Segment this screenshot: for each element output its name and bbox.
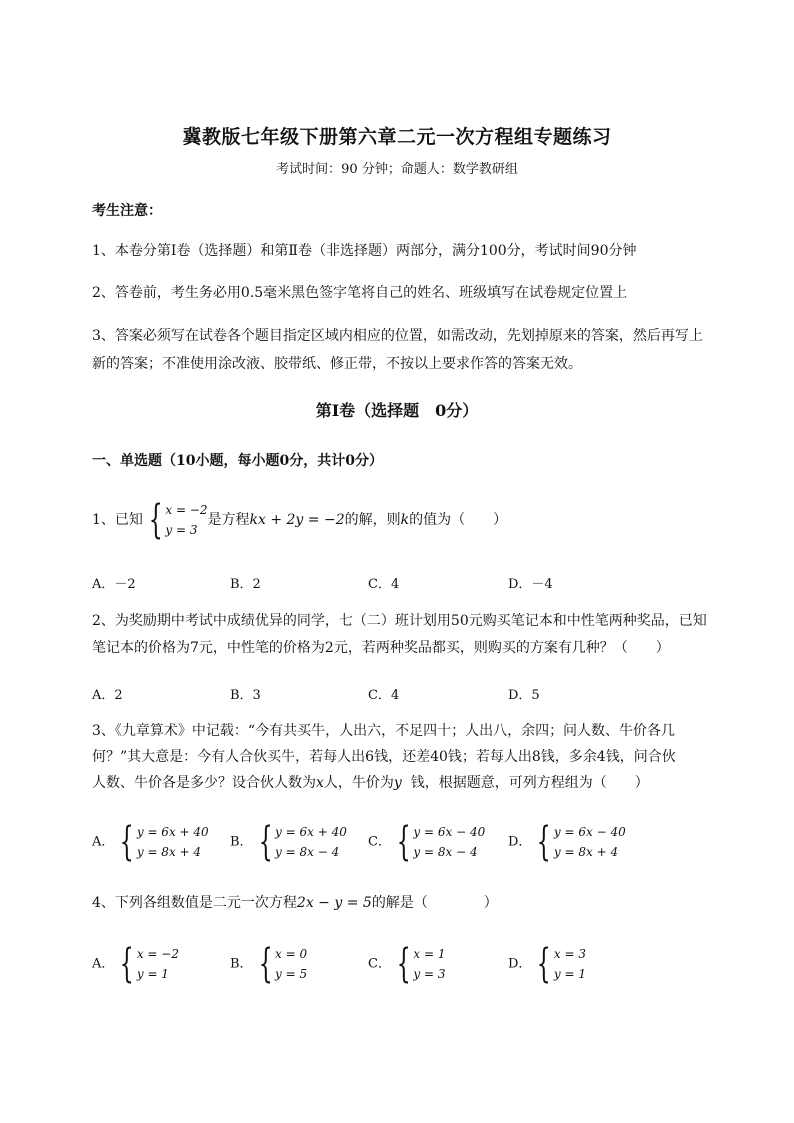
q2-option-d[interactable]: D．5 <box>508 688 540 703</box>
q3-c-eq-1: y = 6x − 40 <box>413 825 486 839</box>
q1-mid1: 是方程 <box>207 512 250 528</box>
q4-c-eq-2: y = 3 <box>413 967 446 981</box>
q4-a-eq-2: y = 1 <box>136 967 169 981</box>
page-title: 冀教版七年级下册第六章二元一次方程组专题练习 <box>182 126 612 148</box>
exam-info: 考试时间：90 分钟；命题人：数学教研组 <box>276 162 518 177</box>
q3-option-a-label: A． <box>92 834 115 850</box>
q3-a-eq-1: y = 6x + 40 <box>136 825 209 839</box>
notice-item-2: 2、答卷前，考生务必用0.5毫米黑色签字笔将自己的姓名、班级填写在试卷规定位置上 <box>92 285 628 301</box>
q1-prefix: 1、已知 <box>92 512 143 528</box>
q4-d-eq-2: y = 1 <box>553 967 586 981</box>
question-3-line-3 <box>92 768 649 798</box>
question-3-line-2: 何？”其大意是：今有人合伙买牛，若每人出6钱，还差40钱；若每人出8钱，多余4钱，问合伙 <box>92 749 676 765</box>
q4-option-c-label: C． <box>368 956 391 972</box>
q1-eq-2: y = 3 <box>165 523 198 537</box>
q3-line3-part-c: 钱，根据题意，可列方程组为（ ） <box>410 775 649 791</box>
notice-heading: 考生注意： <box>92 203 162 219</box>
q4-prefix: 4、下列各组数值是二元一次方程 <box>92 895 297 911</box>
q3-d-eq-1: y = 6x − 40 <box>553 825 626 839</box>
q3-d-eq-2: y = 8x + 4 <box>553 845 619 859</box>
q1-system: { x = −2 y = 3 <box>148 497 208 543</box>
q3-c-eq-2: y = 8x − 4 <box>413 845 478 859</box>
question-2-line-2: 笔记本的价格为7元，中性笔的价格为2元，若两种奖品都买，则购买的方案有几种？（ ） <box>92 640 670 656</box>
question-1 <box>92 497 508 543</box>
q1-suffix: 的值为（ ） <box>409 512 508 528</box>
q1-option-c[interactable]: C．4 <box>368 577 400 592</box>
q1-variable: k <box>400 512 410 528</box>
q3-variable-y: y <box>393 775 402 791</box>
q1-option-d[interactable]: D．－4 <box>508 577 553 592</box>
q3-option-d[interactable]: D． { y = 6x − 40 y = 8x + 4 <box>508 819 626 865</box>
q4-option-d[interactable]: D． { x = 3 y = 1 <box>508 941 586 987</box>
q3-line3-part-a: 人数、牛价各是多少？设合伙人数为 <box>92 775 316 791</box>
q1-equation: kx + 2y = −2 <box>249 512 345 528</box>
q4-option-c[interactable]: C． { x = 1 y = 3 <box>368 941 446 987</box>
q2-option-b[interactable]: B．3 <box>230 688 261 703</box>
q4-option-a-label: A． <box>92 956 115 972</box>
q2-option-c[interactable]: C．4 <box>368 688 400 703</box>
q1-option-b[interactable]: B．2 <box>230 577 261 592</box>
q4-b-eq-1: x = 0 <box>275 947 308 961</box>
q3-b-eq-2: y = 8x − 4 <box>275 845 340 859</box>
q4-option-b[interactable]: B． { x = 0 y = 5 <box>230 941 308 987</box>
q1-mid2: 的解，则 <box>344 512 401 528</box>
q4-option-a[interactable]: A． { x = −2 y = 1 <box>92 941 179 987</box>
q3-b-eq-1: y = 6x + 40 <box>275 825 347 839</box>
question-3-line-1: 3、《九章算术》中记载：“今有共买牛，人出六，不足四十；人出八，余四；问人数、牛价各几 <box>92 723 676 739</box>
q3-option-b[interactable]: B． { y = 6x + 40 y = 8x − 4 <box>230 819 347 865</box>
question-2-line-1: 2、为奖励期中考试中成绩优异的同学，七（二）班计划用50元购买笔记本和中性笔两种奖品，已知 <box>92 613 707 629</box>
question-4 <box>92 888 498 918</box>
q3-option-c-label: C． <box>368 834 391 850</box>
q4-option-b-label: B． <box>230 956 253 972</box>
q2-option-a[interactable]: A．2 <box>92 688 123 703</box>
q4-c-eq-1: x = 1 <box>413 947 446 961</box>
q4-b-eq-2: y = 5 <box>275 967 308 981</box>
q4-a-eq-1: x = −2 <box>136 947 179 961</box>
part-title: 第Ⅰ卷（选择题 0分） <box>315 401 479 420</box>
q4-d-eq-1: x = 3 <box>553 947 586 961</box>
q3-option-a[interactable]: A． { y = 6x + 40 y = 8x + 4 <box>92 819 209 865</box>
section-heading: 一、单选题（10小题，每小题0分，共计0分） <box>92 453 383 469</box>
q4-equation: 2x − y = 5 <box>296 895 372 911</box>
q1-eq-1: x = −2 <box>165 503 208 517</box>
notice-item-1: 1、本卷分第Ⅰ卷（选择题）和第Ⅱ卷（非选择题）两部分，满分100分，考试时间90分钟 <box>92 243 637 259</box>
q3-variable-x: x <box>316 775 324 791</box>
q3-option-c[interactable]: C． { y = 6x − 40 y = 8x − 4 <box>368 819 486 865</box>
notice-item-3: 3、答案必须写在试卷各个题目指定区域内相应的位置，如需改动，先划掉原来的答案，然后再写上新的答案；不准使用涂改液、胶带纸、修正带，不按以上要求作答的答案无效。 <box>92 328 703 372</box>
q3-line3-part-b: 人，牛价为 <box>323 775 394 791</box>
q3-option-d-label: D． <box>508 834 532 850</box>
q3-option-b-label: B． <box>230 834 253 850</box>
q4-suffix: 的解是（ ） <box>371 895 498 911</box>
q3-a-eq-2: y = 8x + 4 <box>136 845 202 859</box>
q4-option-d-label: D． <box>508 956 532 972</box>
q1-option-a[interactable]: A．－2 <box>92 577 136 592</box>
